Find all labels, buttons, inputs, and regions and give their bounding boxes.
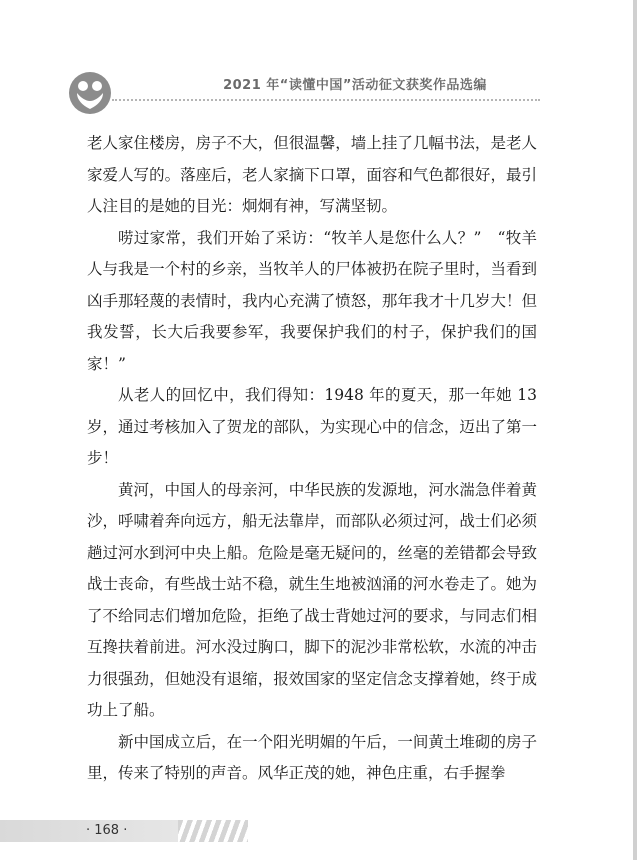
header-divider xyxy=(112,99,540,101)
running-header-title: 2021 年“读懂中国”活动征文获奖作品选编 xyxy=(223,78,487,93)
paragraph: 黄河，中国人的母亲河，中华民族的发源地，河水湍急伴着黄沙，呼啸着奔向远方，船无法靠岸，而部队必须过河，战士们必须趟过河水到河中央上船。危险是毫无疑问的，丝毫的差错都会导致战士丧命，有些战士站不稳，就生生地被汹涌的河水卷走了。她为了不给同志们增加危险，拒绝了战士背她过河的要求，与同志们相互搀扶着前进。河水没过胸口，脚下的泥沙非常松软，水流的冲击力很强劲，但她没有退缩，报效国家的坚定信念支撑着她，终于成功上了船。 xyxy=(87,480,537,719)
paragraph: 新中国成立后，在一个阳光明媚的午后，一间黄土堆砌的房子里，传来了特别的声音。风华正茂的她，神色庄重，右手握拳 xyxy=(87,732,537,782)
article-body xyxy=(87,128,537,790)
page-edge xyxy=(633,0,637,860)
footer-decoration xyxy=(178,820,248,842)
page-header xyxy=(0,0,637,120)
heart-emblem-icon xyxy=(68,71,112,115)
page-number: · 168 · xyxy=(86,823,128,838)
paragraph: 老人家住楼房，房子不大，但很温馨，墙上挂了几幅书法，是老人家爱人写的。落座后，老人家摘下口罩，面容和气色都很好，最引人注目的是她的目光：炯炯有神，写满坚韧。 xyxy=(87,134,537,215)
paragraph: 唠过家常，我们开始了采访：“牧羊人是您什么人？” “牧羊人与我是一个村的乡亲，当牧羊人的尸体被扔在院子里时，当看到凶手那轻蔑的表情时，我内心充满了愤怒，那年我才十几岁大！但我发誓，长大后我要参军，我要保护我们的村子，保护我们的国家！” xyxy=(87,228,537,373)
paragraph: 从老人的回忆中，我们得知：1948 年的夏天，那一年她 13 岁，通过考核加入了贺龙的部队，为实现心中的信念，迈出了第一步！ xyxy=(87,386,537,467)
